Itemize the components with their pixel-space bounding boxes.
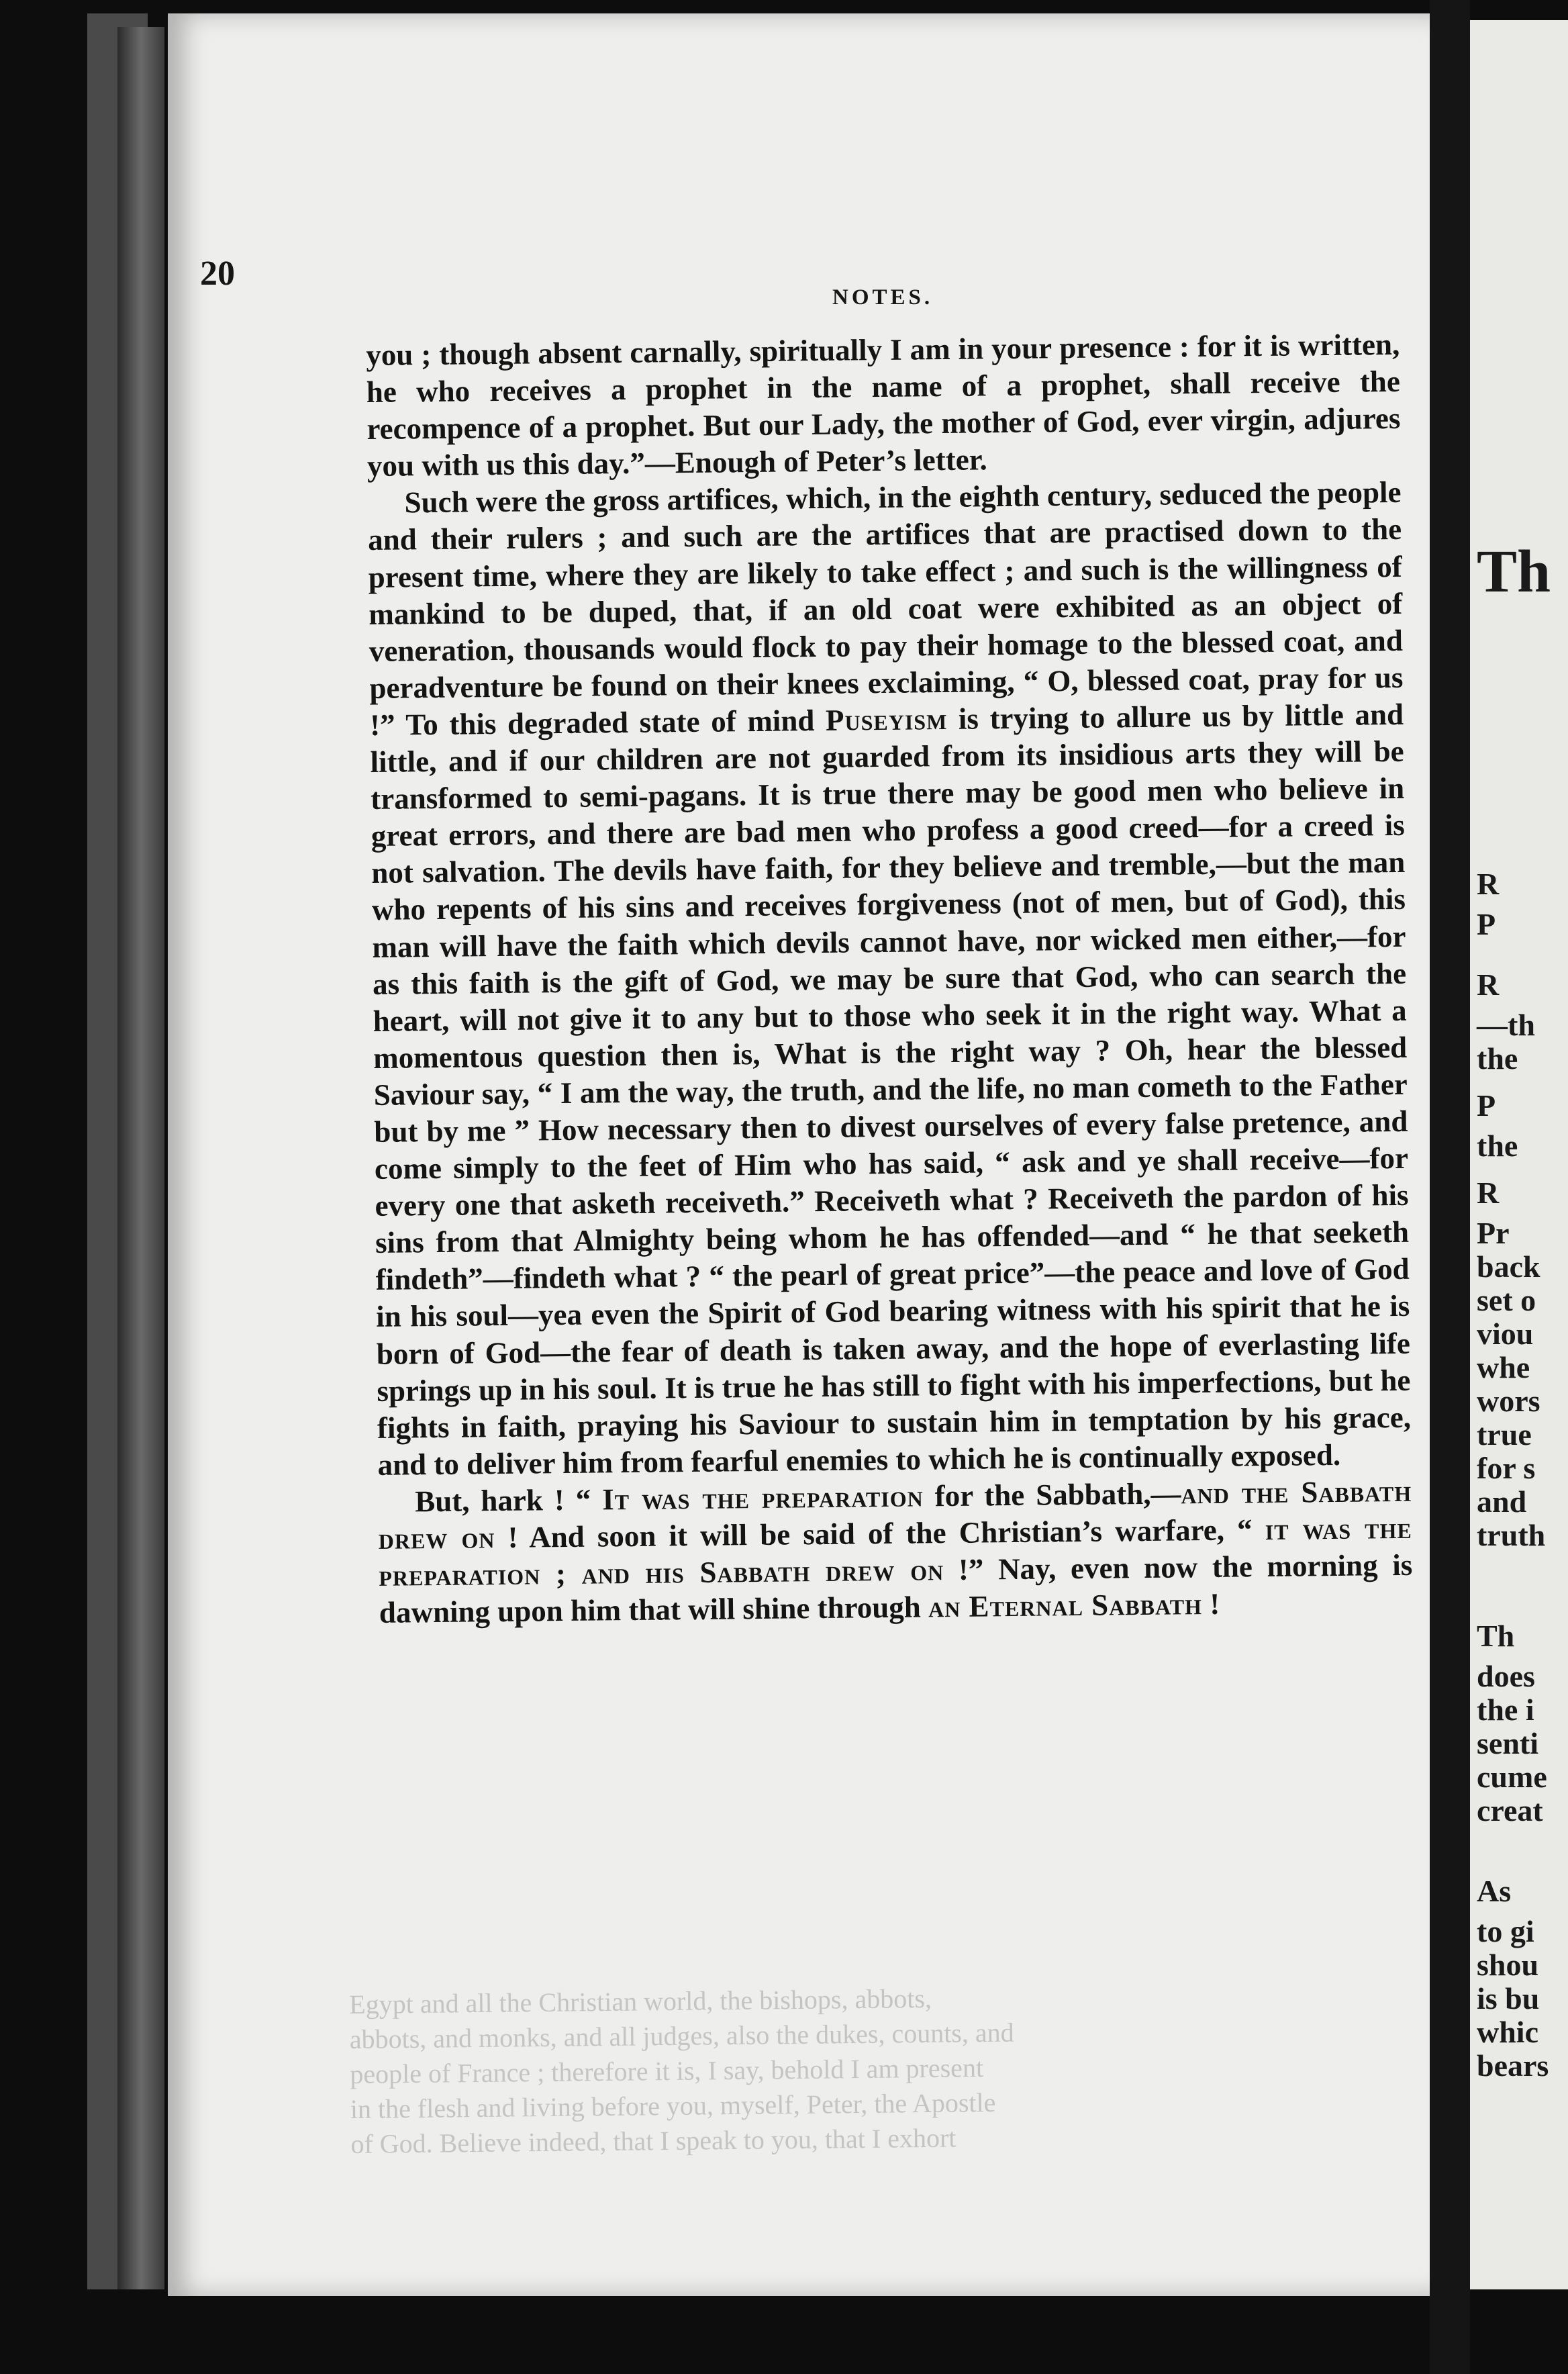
facing-page-fragment: Pr bbox=[1477, 1216, 1510, 1250]
facing-page-fragment: the bbox=[1477, 1129, 1518, 1163]
facing-page-fragment: is bu bbox=[1477, 1981, 1540, 2015]
facing-page-fragment: back bbox=[1477, 1249, 1540, 1284]
facing-page-fragment: creat bbox=[1477, 1793, 1543, 1827]
page-number: 20 bbox=[200, 254, 235, 293]
facing-page-fragment: the i bbox=[1477, 1693, 1534, 1727]
bleed-through-line: in the flesh and living before you, myself, Peter, the Apostle bbox=[350, 2087, 996, 2124]
text-run: ! And soon it will be said of the Christian’s warfare, “ bbox=[495, 1513, 1265, 1555]
facing-page-fragment: does bbox=[1477, 1659, 1535, 1693]
bleed-through-line: abbots, and monks, and all judges, also the dukes, counts, and bbox=[349, 2017, 1014, 2054]
facing-page-fragment: set o bbox=[1477, 1283, 1536, 1317]
facing-page-fragment: senti bbox=[1477, 1726, 1538, 1760]
facing-page-fragment: R bbox=[1477, 1176, 1500, 1210]
facing-page-fragment: shou bbox=[1477, 1948, 1539, 1982]
facing-page-fragment: P bbox=[1477, 1088, 1496, 1123]
small-caps-text: an Eternal Sabbath bbox=[928, 1587, 1203, 1624]
bleed-through-text bbox=[349, 1977, 1398, 2162]
running-head: NOTES. bbox=[832, 285, 934, 310]
facing-page-fragment: to gi bbox=[1477, 1914, 1534, 1948]
facing-page-fragment: and bbox=[1477, 1484, 1527, 1519]
bleed-through-line: of God. Believe indeed, that I speak to you, that I exhort bbox=[350, 2122, 957, 2159]
facing-page-fragment: cume bbox=[1477, 1760, 1547, 1794]
text-run: !” Nay, even now the morning is dawning upon him that will shine through bbox=[379, 1548, 1413, 1630]
facing-page-fragment: bears bbox=[1477, 2048, 1549, 2083]
small-caps-text: Puseyism bbox=[825, 702, 948, 737]
facing-page-fragment: Th bbox=[1477, 1619, 1515, 1653]
text-run: But, hark ! “ bbox=[414, 1482, 603, 1519]
facing-page-edge bbox=[1470, 20, 1568, 2289]
text-run: for the Sabbath,— bbox=[923, 1476, 1181, 1513]
facing-page-fragment: —th bbox=[1477, 1008, 1535, 1042]
facing-page-fragment: R bbox=[1477, 967, 1500, 1002]
facing-page-fragment: As bbox=[1477, 1874, 1512, 1908]
bleed-through-line: Egypt and all the Christian world, the bishops, abbots, bbox=[349, 1983, 932, 2020]
book-binding-shadow bbox=[117, 27, 164, 2289]
facing-page-fragment: truth bbox=[1477, 1518, 1546, 1552]
facing-page-fragment: Th bbox=[1477, 538, 1551, 605]
facing-page-fragment: viou bbox=[1477, 1317, 1534, 1351]
small-caps-text: it was the preparation ; and his Sabbath drew on bbox=[379, 1511, 1412, 1593]
text-run: Such were the gross artifices, which, in the eighth century, seduced the people and their rulers ; and such are the artifices that are practised down to the present time, where they are likely to take effect ; and such is the willingness of mankind to be duped, that, if an old coat were exhibited as an object of veneration, thousands would flock to pay their homage to the blessed coat, and peradventure be found on their knees exclaiming, “ O, blessed coat, pray for us !” To this degraded state of mind bbox=[367, 475, 1404, 742]
facing-page-fragment: R bbox=[1477, 867, 1500, 901]
small-caps-text: and the Sabbath drew on bbox=[378, 1474, 1412, 1556]
paragraph bbox=[366, 326, 1401, 485]
small-caps-text: It was the preparation bbox=[601, 1479, 924, 1517]
facing-page-fragment: true bbox=[1477, 1417, 1532, 1452]
facing-page-fragment: whe bbox=[1477, 1350, 1530, 1384]
facing-page-fragment: P bbox=[1477, 907, 1496, 941]
facing-page-fragment: whic bbox=[1477, 2015, 1538, 2049]
paragraph bbox=[378, 1473, 1413, 1631]
facing-page-fragment: for s bbox=[1477, 1451, 1536, 1485]
text-run: is trying to allure us by little and little, and if our children are not guarded from its insidious arts they will be transformed to semi-pagans. It is true there may be good men who believe in great errors, and there are bad men who profess a good creed—for a creed is not salvation. The devils have faith, for they believe and tremble,—but the man who repents of his sins and receives forgiveness (not of men, but of God), this man will have the faith which devils cannot have, nor wicked men either,—for as this faith is the gift of God, we may be sure that God, who can search the heart, will not give it to any but to those who seek it in the right way. What a momentous question then is, What is the right way ? Oh, hear the blessed Saviour say, “ I am the way, the truth, and the life, no man cometh to the Father but by me ” How necessary then to divest ourselves of every false pretence, and come simply to the feet of Him who has said, “ ask and ye shall receive—for every one that asketh receiveth.” Receiveth what ? Receiveth the pardon of his sins from that Almighty being whom he has offended—and “ he that seeketh findeth”—findeth what ? “ the pearl of great price”—the peace and love of God in his soul—yea even the Spirit of God bearing witness with his spirit that he is born of God—the fear of death is taken away, and the hope of everlasting life springs up in his soul. It is true he has still to fight with his imperfections, but he fights in faith, praying his Saviour to sustain him in temptation by his grace, and to deliver him from fearful enemies to which he is continually exposed. bbox=[370, 697, 1412, 1482]
text-run: ! bbox=[1202, 1586, 1220, 1621]
facing-page-fragment: wors bbox=[1477, 1384, 1540, 1418]
text-run: you ; though absent carnally, spiritually I am in your presence : for it is written, he who receives a prophet in the name of a prophet, shall receive the recompence of a prophet. But our Lady, the mother of God, ever virgin, adjures you with us this day.”—Enough of Peter’s letter. bbox=[366, 327, 1401, 483]
page-gutter bbox=[1430, 0, 1470, 2374]
body-text bbox=[366, 326, 1413, 1631]
bleed-through-line: people of France ; therefore it is, I say, behold I am present bbox=[350, 2052, 984, 2089]
paragraph bbox=[367, 474, 1411, 1484]
facing-page-fragment: the bbox=[1477, 1041, 1518, 1076]
